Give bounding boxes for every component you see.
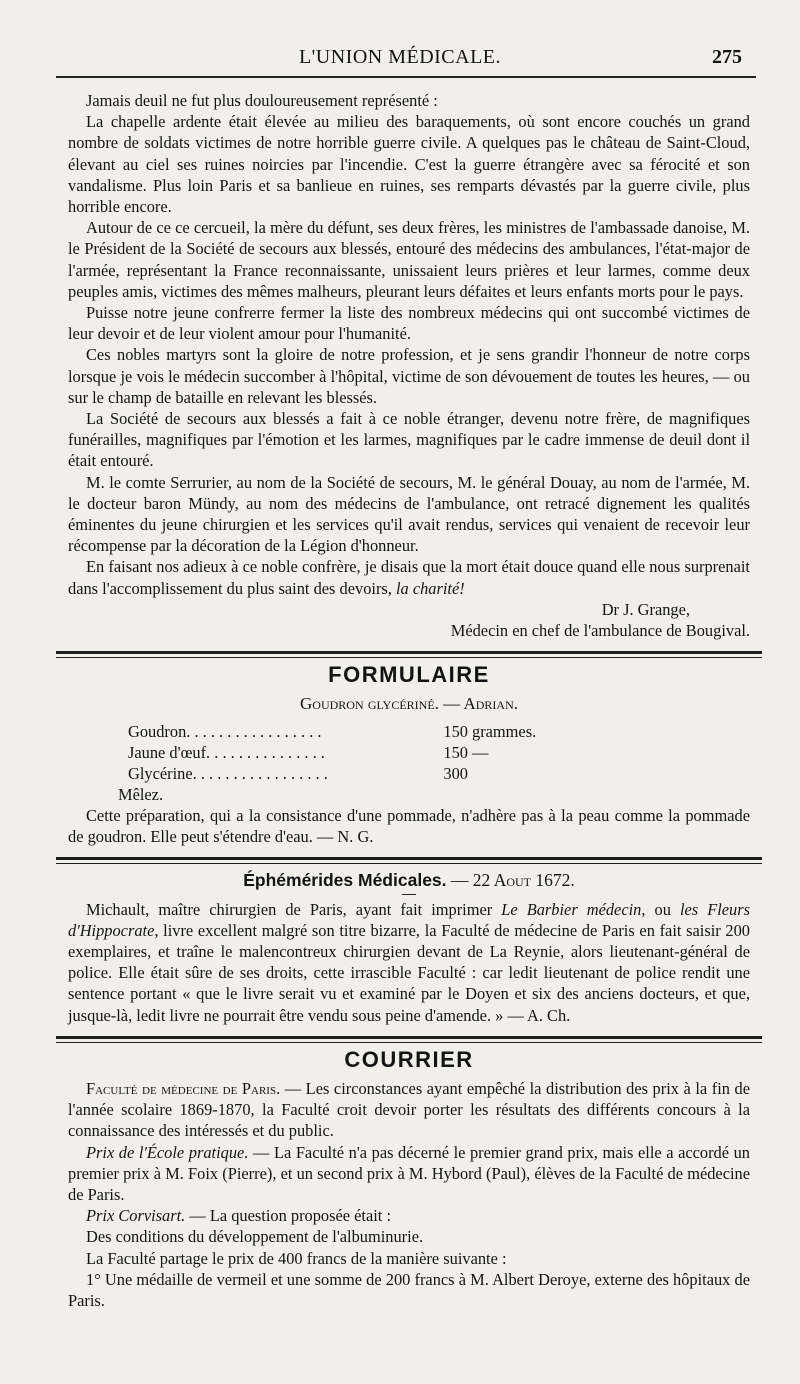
ingredient-unit bbox=[468, 763, 472, 784]
article-paragraph: Jamais deuil ne fut plus douloureusement représenté : bbox=[86, 91, 438, 110]
ingredient-name: Jaune d'œuf. . . . . . . . . . . . . . . bbox=[128, 742, 325, 762]
ephemerides-section bbox=[68, 870, 750, 1025]
article-paragraph: La chapelle ardente était élevée au milieu des baraquements, où sont encore couchés un grand nombre de soldats victimes de notre horrible guerre civile. A quelques pas le château de Saint-Cloud, élevant au ciel ses ruines noircies par l'incendie. C'est la guerre étrangère avec sa férocité et son vandalisme. Plus loin Paris et sa banlieue en ruines, ses remparts dévastés par la guerre civile, plus horrible encore. bbox=[68, 112, 750, 217]
article-paragraph: M. le comte Serrurier, au nom de la Société de secours, M. le général Douay, au nom de l'armée, M. le docteur baron Mündy, au nom des médecins de l'ambulance, ont retracé dignement les qualités éminentes du jeune chirurgien et les services qu'il avait rendus, services qui venaient de recevoir leur récompense par la décoration de la Légion d'honneur. bbox=[68, 472, 750, 556]
closing-italic: la charité! bbox=[395, 578, 465, 598]
faculte-label: Faculté de médecine de Paris. bbox=[86, 1078, 281, 1098]
section-divider bbox=[56, 857, 762, 864]
signature-name: Dr J. Grange, bbox=[601, 599, 690, 619]
signature-title: Médecin en chef de l'ambulance de Bougival. bbox=[450, 621, 750, 641]
courrier-text: — Les circonstances ayant empêché la distribution des prix à la fin de l'année scolaire 1869-1870, la Faculté croit devoir porter les résultats des différents concours à la connaissance des intéressés et du public. bbox=[68, 1078, 750, 1141]
ephemerides-text: , ou bbox=[641, 899, 680, 919]
closing-text: En faisant nos adieux à ce noble confrère, je disais que la mort était douce quand elle nous surprenait dans l'accomplissement du plus saint des devoirs, bbox=[68, 557, 750, 598]
header-rule bbox=[56, 76, 756, 78]
ingredient-unit: — bbox=[472, 742, 489, 762]
courrier-paragraph bbox=[68, 1078, 750, 1142]
courrier-heading: COURRIER bbox=[344, 1046, 474, 1072]
ephemerides-text: Michault, maître chirurgien de Paris, ayant fait imprimer bbox=[86, 899, 502, 919]
ingredient-name: Goudron. . . . . . . . . . . . . . . . . bbox=[128, 721, 322, 741]
courrier-paragraph bbox=[68, 1142, 750, 1206]
ingredient-qty: 150 bbox=[443, 721, 468, 741]
book-title: les Fleurs d'Hippocrate bbox=[68, 899, 751, 940]
courrier-paragraph: La Faculté partage le prix de 400 francs de la manière suivante : bbox=[86, 1248, 507, 1268]
melez-instruction: Mêlez. bbox=[118, 784, 164, 804]
ephemerides-heading bbox=[68, 870, 750, 891]
section-divider bbox=[56, 651, 762, 658]
ephemerides-text: , livre excellent malgré son titre bizarre, la Faculté de médecine de Paris en fait saisir 200 exemplaires, et traîne le malencontreux chirurgien devant de La Reynie, alors lieutenant-général de police. Elle était sûre de ses droits, cette irrascible Faculté : car ledit lieutenant de police rendit une sentence portant « que le livre serait vu et examiné par le Doyen et six des anciens docteurs, et que, jusque-là, ledit livre ne pourrait être vendu sous peine d'amende. » — A. Ch. bbox=[68, 920, 750, 1025]
formulaire-subtitle: Goudron glycériné. — Adrian. bbox=[300, 694, 518, 714]
courrier-paragraph: 1° Une médaille de vermeil et une somme de 200 francs à M. Albert Deroye, externe des hôpitaux de Paris. bbox=[68, 1269, 750, 1310]
courrier-text: — La Faculté n'a pas décerné le premier grand prix, mais elle a accordé un premier prix à M. Foix (Pierre), et un second prix à M. Hybord (Paul), élèves de la Faculté de médecine de Paris. bbox=[68, 1142, 750, 1204]
page-number: 275 bbox=[712, 46, 742, 68]
article-paragraph: Autour de ce ce cercueil, la mère du défunt, ses deux frères, les ministres de l'ambassade danoise, M. le Président de la Société de secours aux blessés, entouré des médecins des ambulances, l'état-major de l'armée, représentant la France reconnaissante, unissaient leurs prières et leur larmes, comme deux peuples amis, victimes des mêmes malheurs, pleurant leurs défaites et leurs enfants morts pour le pays. bbox=[68, 218, 750, 301]
article-paragraph: Ces nobles martyrs sont la gloire de notre profession, et je sens grandir l'honneur de notre corps lorsque je vois le médecin succomber à l'hôpital, victime de son dévouement de toutes les heures, — ou sur le champ de bataille en relevant les blessés. bbox=[68, 345, 750, 407]
ingredient-name: Glycérine. . . . . . . . . . . . . . . . . bbox=[128, 763, 328, 783]
ingredient-qty: 150 bbox=[443, 742, 468, 762]
courrier-section bbox=[68, 1046, 750, 1311]
book-title: Le Barbier médecin bbox=[501, 899, 642, 919]
ephemerides-title: Éphémérides Médicales. bbox=[243, 870, 447, 891]
recipe-table bbox=[128, 721, 750, 784]
article-paragraph bbox=[68, 556, 750, 598]
ephemerides-date: — 22 Aout 1672. bbox=[450, 870, 575, 891]
journal-title: L'UNION MÉDICALE. bbox=[298, 46, 502, 68]
recipe-row bbox=[128, 742, 750, 763]
courrier-text: — La question proposée était : bbox=[185, 1206, 392, 1226]
prix-label: Prix de l'École pratique. bbox=[86, 1142, 249, 1162]
courrier-paragraph bbox=[68, 1205, 750, 1226]
prix-label: Prix Corvisart. bbox=[86, 1206, 186, 1226]
ingredient-qty: 300 bbox=[443, 763, 468, 783]
courrier-question: Des conditions du développement de l'albuminurie. bbox=[86, 1227, 424, 1247]
article-continuation bbox=[68, 90, 750, 641]
recipe-row bbox=[128, 763, 750, 784]
section-divider bbox=[56, 1036, 762, 1043]
running-header bbox=[0, 42, 800, 72]
ingredient-unit: grammes. bbox=[472, 721, 537, 741]
article-paragraph: Puisse notre jeune confrerre fermer la liste des nombreux médecins qui ont succombé victimes de leur devoir et de leur violent amour pour l'humanité. bbox=[68, 303, 750, 344]
ephemerides-paragraph bbox=[68, 899, 750, 1026]
formulaire-note: Cette préparation, qui a la consistance d'une pommade, n'adhère pas à la peau comme la pommade de goudron. Elle peut s'étendre d'eau. — N. G. bbox=[68, 805, 750, 847]
formulaire-section bbox=[68, 664, 750, 847]
article-paragraph: La Société de secours aux blessés a fait à ce noble étranger, devenu notre frère, de magnifiques funérailles, magnifiques par l'émotion et les larmes, magnifiques par le cadre immense de deuil dont il était entouré. bbox=[68, 409, 750, 471]
recipe-row bbox=[128, 721, 750, 742]
formulaire-heading: FORMULAIRE bbox=[328, 662, 490, 688]
main-column bbox=[68, 90, 750, 1311]
short-divider bbox=[402, 894, 416, 895]
